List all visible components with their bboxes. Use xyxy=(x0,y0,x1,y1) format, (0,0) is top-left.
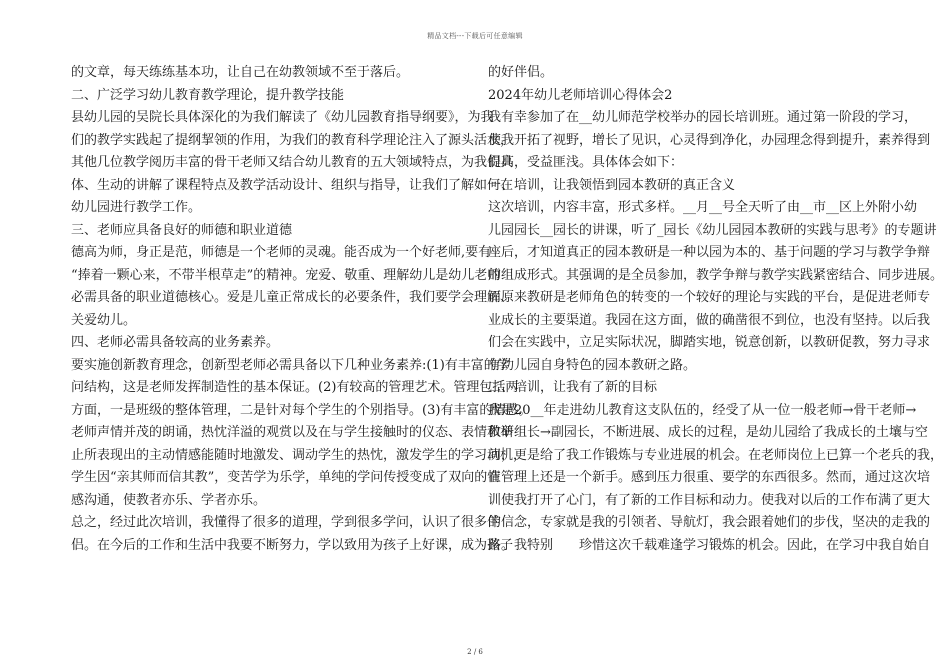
text-line: 感沟通，使教者亦乐、学者亦乐。 xyxy=(71,492,267,508)
text-line: 方面，一是班级的整体管理，二是针对每个学生的个别指导。(3)有丰富的情感。 xyxy=(71,402,532,418)
text-line: 县幼儿园的吴院长具体深化的为我们解读了《幼儿园教育指导纲要》，为我 xyxy=(71,110,494,125)
text-line: 们的教学实践起了提纲挈领的作用，为我们的教育科学理论注入了源头活水， xyxy=(71,132,514,148)
text-line: 的信念，专家就是我的引领者、导航灯，我会跟着她们的步伐，坚决的走我的 xyxy=(488,515,931,530)
text-line: 这次培训，内容丰富，形式多样。__月__号全天听了由__市__区上外附小幼 xyxy=(488,200,918,215)
text-line: 的好伴侣。 xyxy=(488,65,554,80)
text-line: 其他几位教学阅历丰富的骨干老师又结合幼儿教育的五大领域特点，为我们具 xyxy=(71,155,514,170)
text-line: 2024年幼儿老师培训心得体会2 xyxy=(488,87,673,103)
text-line: 的文章，每天练练基本功，让自己在幼教领域不至于落后。 xyxy=(71,65,410,80)
text-line: 学生因“亲其师而信其教”，变苦学为乐学，单纯的学问传授变成了双向的情 xyxy=(71,470,501,485)
text-line: 幼儿园进行教学工作。 xyxy=(71,200,202,215)
text-line: 要实施创新教育理念，创新型老师必需具备以下几种业务素养:(1)有丰富的学 xyxy=(71,357,510,373)
text-line: 总之，经过此次培训，我懂得了很多的道理，学到很多学问，认识了很多伴 xyxy=(71,515,501,530)
text-line: 德高为师，身正是范，师德是一个老师的灵魂。能否成为一个好老师,要有 xyxy=(71,245,492,260)
text-line: 训使我打开了心门，有了新的工作目标和动力。使我对以后的工作布满了更大 xyxy=(488,492,931,508)
text-line: 的组成形式。其强调的是全员参加，教学争辩与教学实践紧密结合、同步进展。 xyxy=(488,267,944,283)
page-header: 精品文档---下载后可任意编辑 xyxy=(427,32,523,40)
text-line: 四、老师必需具备较高的业务素养。 xyxy=(71,335,280,350)
text-line: 座后，才知道真正的园本教研是一种以园为本的、基于问题的学习与教学争辩 xyxy=(488,245,931,260)
text-line: 体、生动的讲解了课程特点及教学活动设计、组织与指导，让我们了解如何在 xyxy=(71,177,514,193)
text-line: 一、培训，让我领悟到园本教研的真正含义 xyxy=(488,177,736,193)
text-line: 使我开拓了视野，增长了见识，心灵得到净化，办园理念得到提升，素养得到 xyxy=(488,132,931,148)
text-line: 间，更是给了我工作锻炼与专业进展的机会。在老师岗位上已算一个老兵的我， xyxy=(488,447,944,463)
text-line: 我有幸参加了在__幼儿师范学校举办的园长培训班。通过第一阶段的学习， xyxy=(488,110,918,125)
text-line: 侣。在今后的工作和生活中我要不断努力，学以致用为孩子上好课，成为孩子 xyxy=(71,537,514,553)
text-line: 提高，受益匪浅。具体体会如下： xyxy=(488,155,684,170)
text-line: 止所表现出的主动情感能随时地激发、调动学生的热忱，激发学生的学习动机， xyxy=(71,447,527,463)
text-line: 们会在实践中，立足实际状况，脚踏实地，锐意创新，以教研促教，努力寻求 xyxy=(488,335,931,350)
text-line: 二、广泛学习幼儿教育教学理论，提升教学技能 xyxy=(71,87,345,103)
text-line: 三、老师应具备良好的师德和职业道德 xyxy=(71,222,293,238)
right-column xyxy=(488,62,944,557)
text-line: “捧着一颗心来，不带半根草走”的精神。宠爱、敬重、理解幼儿是幼儿老师 xyxy=(71,267,501,283)
text-line: 我是20__年走进幼儿教育这支队伍的，经受了从一位一般老师→骨干老师→ xyxy=(488,402,917,418)
text-line: 在管理上还是一个新手。感到压力很重、要学的东西很多。然而，通过这次培 xyxy=(488,470,931,485)
text-line: 问结构，这是老师发挥制造性的基本保证。(2)有较高的管理艺术。管理包括两 xyxy=(71,380,519,395)
text-line: 老师声情并茂的朗诵，热忱洋溢的观赏以及在与学生接触时的仪态、表情和举 xyxy=(71,425,514,440)
text-line: 关爱幼儿。 xyxy=(71,312,137,328)
text-line: 儿园园长__园长的讲课，听了_园长《幼儿园园本教研的实践与思考》的专题讲 xyxy=(488,222,937,238)
text-line: 教研组长→副园长，不断进展、成长的过程，是幼儿园给了我成长的土壤与空 xyxy=(488,425,928,440)
text-line: 业成长的主要渠道。我园在这方面，做的确凿很不到位，也没有坚持。以后我 xyxy=(488,312,931,328)
text-line: 二、培训，让我有了新的目标 xyxy=(488,380,658,395)
text-line: 有幼儿园自身特色的园本教研之路。 xyxy=(488,357,697,373)
text-line: 路。我特别 珍惜这次千载难逢学习锻炼的机会。因此，在学习中我自始自 xyxy=(488,537,931,553)
text-line: 必需具备的职业道德核心。爱是儿童正常成长的必要条件，我们要学会理解、 xyxy=(71,290,514,305)
page-number: 2 / 6 xyxy=(467,648,483,656)
text-line: 而原来教研是老师角色的转变的一个较好的理论与实践的平台，是促进老师专 xyxy=(488,290,931,305)
